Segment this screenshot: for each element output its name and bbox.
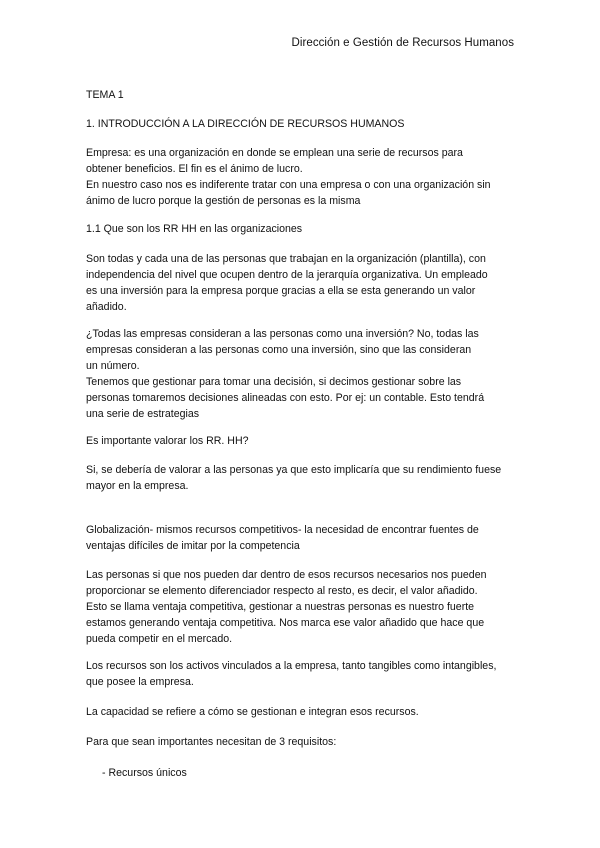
- text-line: que posee la empresa.: [86, 676, 194, 688]
- text-line: ventajas difíciles de imitar por la competencia: [86, 540, 300, 552]
- text-line: Son todas y cada una de las personas que trabajan en la organización (plantilla), con: [86, 253, 486, 265]
- text-line: empresas consideran a las personas como una inversión, sino que las consideran: [86, 344, 472, 356]
- text-line: Si, se debería de valorar a las personas ya que esto implicaría que su rendimiento fuese: [86, 464, 502, 476]
- text-line: ánimo de lucro porque la gestión de personas es la misma: [86, 195, 361, 207]
- paragraph-empresa: [86, 145, 491, 209]
- paragraph-requisitos: Para que sean importantes necesitan de 3 requisitos:: [86, 736, 337, 748]
- text-line: estamos generando ventaja competitiva. Nos marca ese valor añadido que hace que: [86, 617, 485, 629]
- text-line: personas tomaremos decisiones alineadas con esto. Por ej: un contable. Esto tendrá: [86, 392, 485, 404]
- paragraph-definition: [86, 251, 488, 315]
- text-line: es una inversión para la empresa porque gracias a ella se esta generando un valor: [86, 285, 476, 297]
- text-line: Empresa: es una organización en donde se emplean una serie de recursos para: [86, 147, 463, 159]
- topic-label: TEMA 1: [86, 89, 124, 101]
- paragraph-inversion: [86, 326, 484, 422]
- text-line: pueda competir en el mercado.: [86, 633, 233, 645]
- text-line: obtener beneficios. El fin es el ánimo de lucro.: [86, 163, 303, 175]
- subsection-heading: 1.1 Que son los RR HH en las organizaciones: [86, 223, 303, 235]
- list-item: - Recursos únicos: [102, 767, 187, 779]
- text-line: proporcionar se elemento diferenciador respecto al resto, es decir, el valor añadido.: [86, 585, 478, 597]
- text-line: En nuestro caso nos es indiferente tratar con una empresa o con una organización sin: [86, 179, 491, 191]
- text-line: mayor en la empresa.: [86, 480, 189, 492]
- text-line: añadido.: [86, 301, 127, 313]
- text-line: independencia del nivel que ocupen dentro de la jerarquía organizativa. Un empleado: [86, 269, 488, 281]
- paragraph-ventaja: [86, 567, 486, 647]
- text-line: Las personas si que nos pueden dar dentro de esos recursos necesarios nos pueden: [86, 569, 487, 581]
- text-line: Los recursos son los activos vinculados a la empresa, tanto tangibles como intangibles,: [86, 660, 497, 672]
- paragraph-globalizacion: [86, 522, 479, 554]
- text-line: Globalización- mismos recursos competitivos- la necesidad de encontrar fuentes de: [86, 524, 479, 536]
- text-line: una serie de estrategias: [86, 408, 200, 420]
- text-line: Esto se llama ventaja competitiva, gestionar a nuestras personas es nuestro fuerte: [86, 601, 475, 613]
- paragraph-answer: [86, 462, 501, 494]
- text-line: Tenemos que gestionar para tomar una decisión, si decimos gestionar sobre las: [86, 376, 462, 388]
- paragraph-capacidad: La capacidad se refiere a cómo se gestionan e integran esos recursos.: [86, 706, 419, 718]
- section-heading: 1. INTRODUCCIÓN A LA DIRECCIÓN DE RECURSOS HUMANOS: [86, 118, 405, 130]
- text-line: un número.: [86, 360, 140, 372]
- text-line: ¿Todas las empresas consideran a las personas como una inversión? No, todas las: [86, 328, 479, 340]
- page-header: Dirección e Gestión de Recursos Humanos: [291, 37, 514, 49]
- paragraph-recursos: [86, 658, 496, 690]
- paragraph-question: Es importante valorar los RR. HH?: [86, 435, 249, 447]
